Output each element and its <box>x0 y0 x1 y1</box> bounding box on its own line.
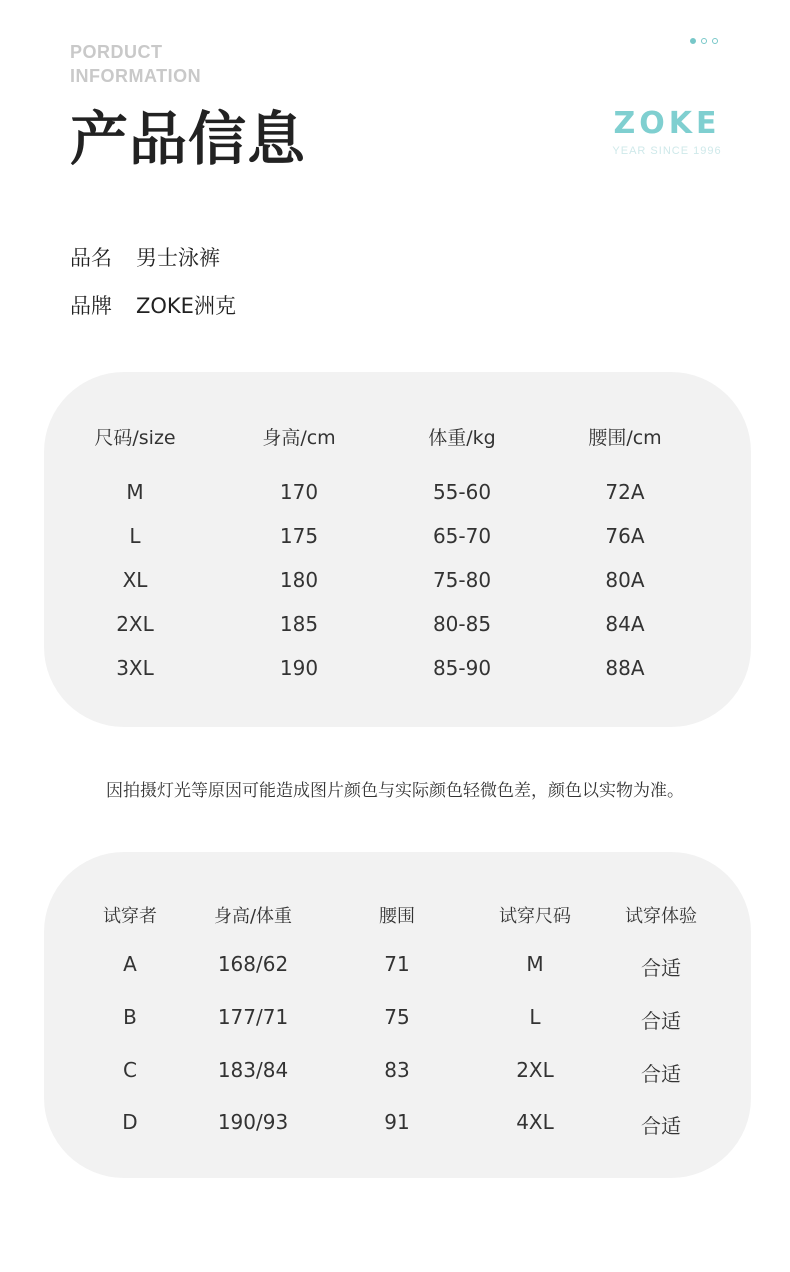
fit-experience-cell: 合适 <box>641 1114 681 1138</box>
brand-logo <box>600 108 734 158</box>
waist-cell: 91 <box>384 1110 410 1134</box>
size-column-header: 尺码/size <box>94 427 176 449</box>
waist-column-header: 腰围 <box>379 906 415 927</box>
size-cell: 2XL <box>116 612 154 636</box>
height-cell: 180 <box>279 568 319 592</box>
height-weight-column-header: 身高/体重 <box>213 906 293 927</box>
height-cell: 170 <box>279 480 319 504</box>
page-title: 产品信息 <box>70 105 307 173</box>
product-name-value: 男士泳裤 <box>136 246 220 270</box>
waist-cell: 88A <box>605 656 645 680</box>
pagination-dot <box>712 38 718 44</box>
height-cell: 175 <box>279 524 319 548</box>
tried-size-column-header: 试穿尺码 <box>499 906 571 927</box>
height-cell: 185 <box>279 612 319 636</box>
tried-size-cell: L <box>529 1005 541 1029</box>
tried-size-cell: 2XL <box>516 1058 554 1082</box>
tester-cell: B <box>123 1005 137 1029</box>
section-eyebrow <box>70 40 201 88</box>
product-brand-value: ZOKE洲克 <box>136 294 236 318</box>
eyebrow-line-1: PORDUCT <box>70 42 163 62</box>
product-brand-label: 品牌 <box>70 294 112 318</box>
size-cell: 3XL <box>116 656 154 680</box>
size-cell: L <box>129 524 141 548</box>
eyebrow-line-2: INFORMATION <box>70 66 202 86</box>
product-brand-row <box>70 292 236 320</box>
weight-cell: 65-70 <box>432 524 492 548</box>
tester-column-header: 试穿者 <box>103 906 157 927</box>
pagination-dots <box>690 38 718 44</box>
tester-cell: C <box>123 1058 137 1082</box>
waist-cell: 75 <box>384 1005 410 1029</box>
size-cell: XL <box>122 568 148 592</box>
weight-cell: 75-80 <box>432 568 492 592</box>
waist-cell: 84A <box>605 612 645 636</box>
waist-cell: 76A <box>605 524 645 548</box>
waist-cell: 83 <box>384 1058 410 1082</box>
height-weight-cell: 190/93 <box>217 1110 289 1134</box>
color-disclaimer: 因拍摄灯光等原因可能造成图片颜色与实际颜色轻微色差，颜色以实物为准。 <box>106 781 684 801</box>
waist-cell: 80A <box>605 568 645 592</box>
logo-wordmark: ZOKE <box>613 106 721 141</box>
height-column-header: 身高/cm <box>262 427 336 449</box>
product-name-label: 品名 <box>70 246 112 270</box>
fit-experience-cell: 合适 <box>641 1009 681 1033</box>
pagination-dot <box>701 38 707 44</box>
waist-cell: 71 <box>384 952 410 976</box>
fit-experience-cell: 合适 <box>641 956 681 980</box>
fit-experience-column-header: 试穿体验 <box>625 906 697 927</box>
weight-cell: 85-90 <box>432 656 492 680</box>
fit-experience-cell: 合适 <box>641 1062 681 1086</box>
tester-cell: D <box>122 1110 138 1134</box>
height-weight-cell: 168/62 <box>217 952 289 976</box>
tried-size-cell: M <box>526 952 544 976</box>
height-weight-cell: 177/71 <box>217 1005 289 1029</box>
height-cell: 190 <box>279 656 319 680</box>
tried-size-cell: 4XL <box>516 1110 554 1134</box>
waist-cell: 72A <box>605 480 645 504</box>
weight-cell: 80-85 <box>432 612 492 636</box>
weight-cell: 55-60 <box>432 480 492 504</box>
height-weight-cell: 183/84 <box>217 1058 289 1082</box>
waist-column-header: 腰围/cm <box>588 427 662 449</box>
weight-column-header: 体重/kg <box>428 427 496 449</box>
size-cell: M <box>126 480 144 504</box>
product-name-row <box>70 244 220 272</box>
logo-tagline: YEAR SINCE 1996 <box>612 145 722 157</box>
tester-cell: A <box>123 952 137 976</box>
pagination-dot-active <box>690 38 696 44</box>
